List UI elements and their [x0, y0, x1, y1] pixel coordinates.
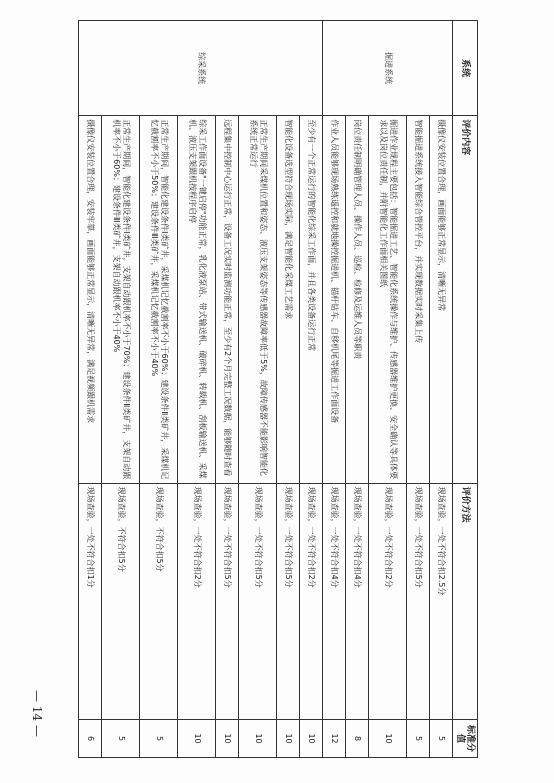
content-cell: 智能化设备选型符合现场实际，满足智能化采煤工艺需求: [277, 116, 300, 483]
table-row: [79, 21, 102, 758]
system-cell-mining: 综采系统: [79, 21, 323, 116]
table-row: [300, 21, 323, 758]
table-row: [277, 21, 300, 758]
method-cell: 现场查验，一处不符合扣5分: [239, 483, 277, 719]
content-cell: 远程集中控制中心运行正常，设备工况实时监测功能正常，至少有2个月完整工况数据，能够随时查看: [216, 116, 239, 483]
content-cell: 智能掘进系统接入智能综合管控平台，并实现数据实时采集上传: [407, 116, 430, 483]
page-number: [30, 690, 50, 750]
score-cell: 8: [346, 720, 369, 758]
score-cell: 10: [239, 720, 277, 758]
evaluation-table: [78, 20, 478, 758]
content-cell: 作业人员能够现场熟练遥控和就地操控掘进机、锚杆钻车、自移机尾等掘进工作面设备: [323, 116, 346, 483]
method-cell: 现场查验，一处不符合扣5分: [277, 483, 300, 719]
page-number-text: — 14 —: [30, 690, 44, 737]
content-cell: 正常生产期间，智能化建设条件Ⅰ类矿井，采煤机记忆截割率不小于60%；建设条件Ⅱ类矿井，采煤机记忆截割率不小于50%；建设条件Ⅲ类矿井，采煤机记忆截割率不小于40%: [140, 116, 178, 483]
content-cell: 至少有一个正常运行的智能化综采工作面，并且各类设备运行正常: [300, 116, 323, 483]
table-row: [323, 21, 346, 758]
method-cell: 现场查验，一处不符合扣2分: [300, 483, 323, 719]
table-row: [407, 21, 430, 758]
content-cell: 掘进作业规程主要包括：智能掘进工艺、智能化系统操作与维护、传感器维护更换、安全确认等具体要求以及岗位责任制，并附智能化工作面相关图纸: [369, 116, 407, 483]
score-cell: 10: [277, 720, 300, 758]
method-cell: 现场查验，不符合扣5分: [140, 483, 178, 719]
method-cell: 现场查验，一处不符合扣1分: [79, 483, 102, 719]
method-cell: 现场查验，一处不符合扣5分: [216, 483, 239, 719]
method-cell: 现场查验，一处不符合扣2分: [369, 483, 407, 719]
header-method: 评价方法: [453, 483, 478, 719]
system-cell-tunneling: 掘进系统: [323, 21, 453, 116]
table-row: [239, 21, 277, 758]
table-row: [216, 21, 239, 758]
header-system: 系统: [453, 21, 478, 116]
table-row: [430, 21, 453, 758]
table-row: [346, 21, 369, 758]
score-cell: 10: [300, 720, 323, 758]
content-cell: 综采工作面设备"一键启停"功能正常，乳化液泵站、带式输送机、破碎机、转载机、刮板输送机、采煤机、液压支架跟机按程序启停: [178, 116, 216, 483]
header-score: 标准分值: [453, 720, 478, 758]
score-cell: 10: [178, 720, 216, 758]
method-cell: 现场查验，一处不符合扣4分: [346, 483, 369, 719]
method-cell: 现场查验，一处不符合扣2.5分: [430, 483, 453, 719]
method-cell: 现场查验，不符合扣5分: [101, 483, 139, 719]
content-cell: 正常生产期间采煤机位置和姿态、液压支架姿态等传感器故障率低于5%，故障传感器不能影响智能化系统正常运行: [239, 116, 277, 483]
score-cell: 5: [407, 720, 430, 758]
table-row: [140, 21, 178, 758]
table-row: [178, 21, 216, 758]
score-cell: 5: [140, 720, 178, 758]
score-cell: 5: [430, 720, 453, 758]
content-cell: 摄像仪安装位置合理，画面能够正常显示，清晰无异常: [430, 116, 453, 483]
score-cell: 6: [79, 720, 102, 758]
table-header-row: [453, 21, 478, 758]
content-cell: 岗位责任制明确管理人员、操作人员、巡检、检修及运维人员等职责: [346, 116, 369, 483]
score-cell: 12: [323, 720, 346, 758]
score-cell: 10: [369, 720, 407, 758]
table-row: [369, 21, 407, 758]
method-cell: 现场查验，一处不符合扣2分: [178, 483, 216, 719]
method-cell: 现场查验，一处不符合扣4分: [323, 483, 346, 719]
content-cell: 摄像仪安装位置合理，安装牢靠，画面能够正常显示，清晰无异常，满足视频跟机需求: [79, 116, 102, 483]
method-cell: 现场查验，一处不符合扣5分: [407, 483, 430, 719]
score-cell: 5: [101, 720, 139, 758]
rotated-table-container: [78, 20, 478, 758]
score-cell: 10: [216, 720, 239, 758]
content-cell: 正常生产期间，智能化建设条件Ⅰ类矿井，支架自动跟机率不小于70%；建设条件Ⅱ类矿井，支架自动跟机率不小于60%；建设条件Ⅲ类矿井，支架自动跟机率不小于40%: [101, 116, 139, 483]
header-content: 评价内容: [453, 116, 478, 483]
table-row: [101, 21, 139, 758]
